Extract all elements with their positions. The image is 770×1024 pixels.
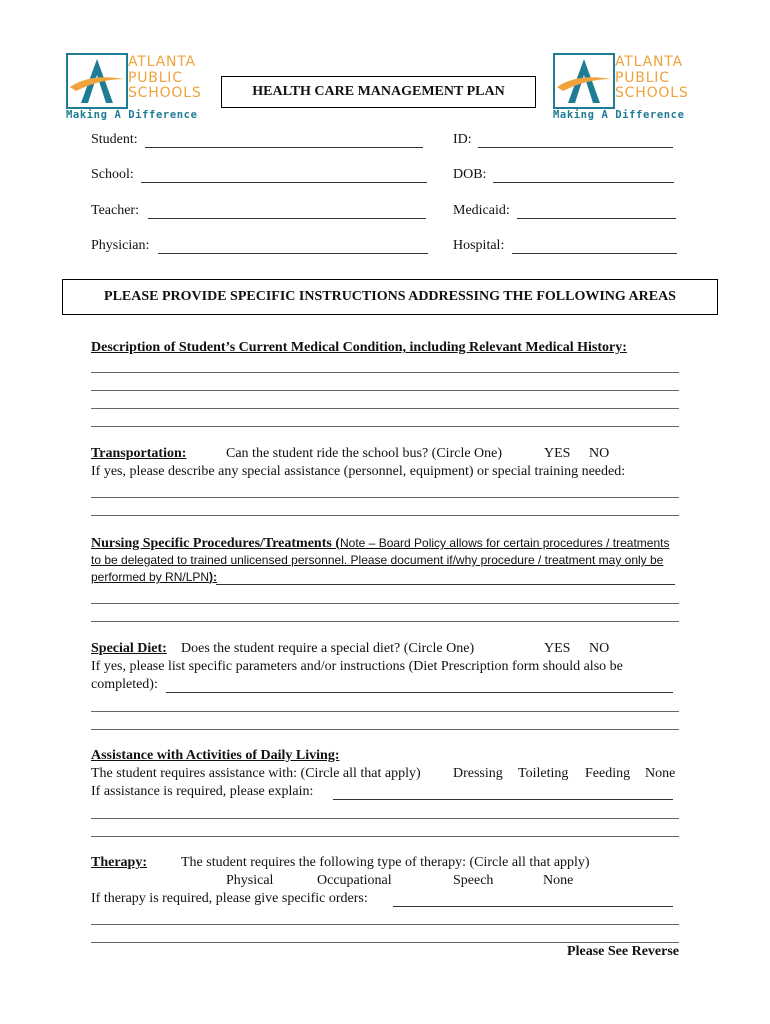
therapy-heading: Therapy: (91, 855, 147, 870)
daily-living-explain: If assistance is required, please explain: (91, 784, 314, 799)
nursing-note-line-1: Note – Board Policy allows for certain procedures / treatments (340, 536, 670, 550)
nursing-note-line-2: to be delegated to trained unlicensed personnel. Please document if/why procedure / treatment may only be (91, 553, 664, 567)
id-field[interactable] (478, 147, 673, 148)
dob-label: DOB: (453, 167, 487, 182)
special-diet-yes-option[interactable]: YES (544, 641, 571, 656)
logo-line-2: PUBLIC (128, 69, 183, 86)
description-heading: Description of Student’s Current Medical Condition, including Relevant Medical History: (91, 340, 627, 355)
daily-living-line-2[interactable] (91, 836, 679, 837)
special-diet-field[interactable] (166, 692, 673, 693)
daily-living-option-toileting[interactable]: Toileting (518, 766, 569, 781)
special-diet-followup-1: If yes, please list specific parameters and/or instructions (Diet Prescription form should also be (91, 659, 623, 674)
medicaid-label: Medicaid: (453, 203, 510, 218)
daily-living-line-1: The student requires assistance with: (Circle all that apply) (91, 766, 421, 781)
student-field[interactable] (145, 147, 423, 148)
transportation-followup: If yes, please describe any special assistance (personnel, equipment) or special training needed: (91, 464, 626, 479)
physician-label: Physician: (91, 238, 150, 253)
nursing-note-line-3-wrap (91, 570, 217, 586)
special-diet-question: Does the student require a special diet? (Circle One) (181, 641, 475, 656)
student-label: Student: (91, 132, 138, 147)
daily-living-heading: Assistance with Activities of Daily Living: (91, 748, 340, 763)
nursing-field[interactable] (216, 584, 675, 585)
daily-living-option-dressing[interactable]: Dressing (453, 766, 503, 781)
transportation-heading: Transportation: (91, 446, 187, 461)
logo-line-2: PUBLIC (615, 69, 670, 86)
therapy-line-1: The student requires the following type of therapy: (Circle all that apply) (181, 855, 590, 870)
transportation-no-option[interactable]: NO (589, 446, 610, 461)
description-line-2[interactable] (91, 390, 679, 391)
physician-field[interactable] (158, 253, 428, 254)
nursing-line-2[interactable] (91, 621, 679, 622)
special-diet-line-2[interactable] (91, 729, 679, 730)
hospital-label: Hospital: (453, 238, 505, 253)
therapy-option-occupational[interactable]: Occupational (317, 873, 392, 888)
logo-left (66, 53, 216, 125)
medicaid-field[interactable] (517, 218, 676, 219)
therapy-option-speech[interactable]: Speech (453, 873, 494, 888)
description-line-4[interactable] (91, 426, 679, 427)
logo-brand-text (615, 55, 703, 102)
special-diet-heading: Special Diet: (91, 641, 167, 656)
logo-line-1: ATLANTA (615, 54, 683, 70)
daily-living-field[interactable] (333, 799, 673, 800)
therapy-option-none[interactable]: None (543, 873, 574, 888)
logo-brand-text (128, 55, 216, 102)
description-line-3[interactable] (91, 408, 679, 409)
special-diet-no-option[interactable]: NO (589, 641, 610, 656)
daily-living-option-none[interactable]: None (645, 766, 676, 781)
dob-field[interactable] (493, 182, 674, 183)
instructions-heading: PLEASE PROVIDE SPECIFIC INSTRUCTIONS ADDRESSING THE FOLLOWING AREAS (62, 279, 718, 315)
therapy-line-2[interactable] (91, 942, 679, 943)
logo-line-3: SCHOOLS (128, 85, 202, 101)
page-title: HEALTH CARE MANAGEMENT PLAN (221, 76, 536, 108)
school-field[interactable] (141, 182, 427, 183)
therapy-line-1[interactable] (91, 924, 679, 925)
daily-living-option-feeding[interactable]: Feeding (585, 766, 631, 781)
nursing-note-line-3: performed by RN/LPN (91, 570, 210, 584)
nursing-note-close: ): (209, 570, 218, 584)
logo-right (553, 53, 703, 125)
please-see-reverse: Please See Reverse (567, 944, 679, 959)
nursing-heading: Nursing Specific Procedures/Treatments ( (91, 536, 340, 551)
hospital-field[interactable] (512, 253, 677, 254)
teacher-label: Teacher: (91, 203, 139, 218)
nursing-line-1[interactable] (91, 603, 679, 604)
description-line-1[interactable] (91, 372, 679, 373)
transportation-yes-option[interactable]: YES (544, 446, 571, 461)
aps-emblem-icon (553, 53, 615, 109)
special-diet-line-1[interactable] (91, 711, 679, 712)
logo-tagline: Making A Difference (66, 109, 198, 121)
id-label: ID: (453, 132, 472, 147)
transportation-question: Can the student ride the school bus? (Circle One) (226, 446, 503, 461)
teacher-field[interactable] (148, 218, 426, 219)
daily-living-line-1[interactable] (91, 818, 679, 819)
aps-emblem-icon (66, 53, 128, 109)
therapy-orders: If therapy is required, please give specific orders: (91, 891, 368, 906)
therapy-option-physical[interactable]: Physical (226, 873, 274, 888)
school-label: School: (91, 167, 134, 182)
therapy-field[interactable] (393, 906, 673, 907)
logo-line-1: ATLANTA (128, 54, 196, 70)
transportation-line-1[interactable] (91, 497, 679, 498)
nursing-heading-line (91, 536, 669, 552)
transportation-line-2[interactable] (91, 515, 679, 516)
logo-tagline: Making A Difference (553, 109, 685, 121)
special-diet-followup-2: completed): (91, 677, 158, 692)
logo-line-3: SCHOOLS (615, 85, 689, 101)
